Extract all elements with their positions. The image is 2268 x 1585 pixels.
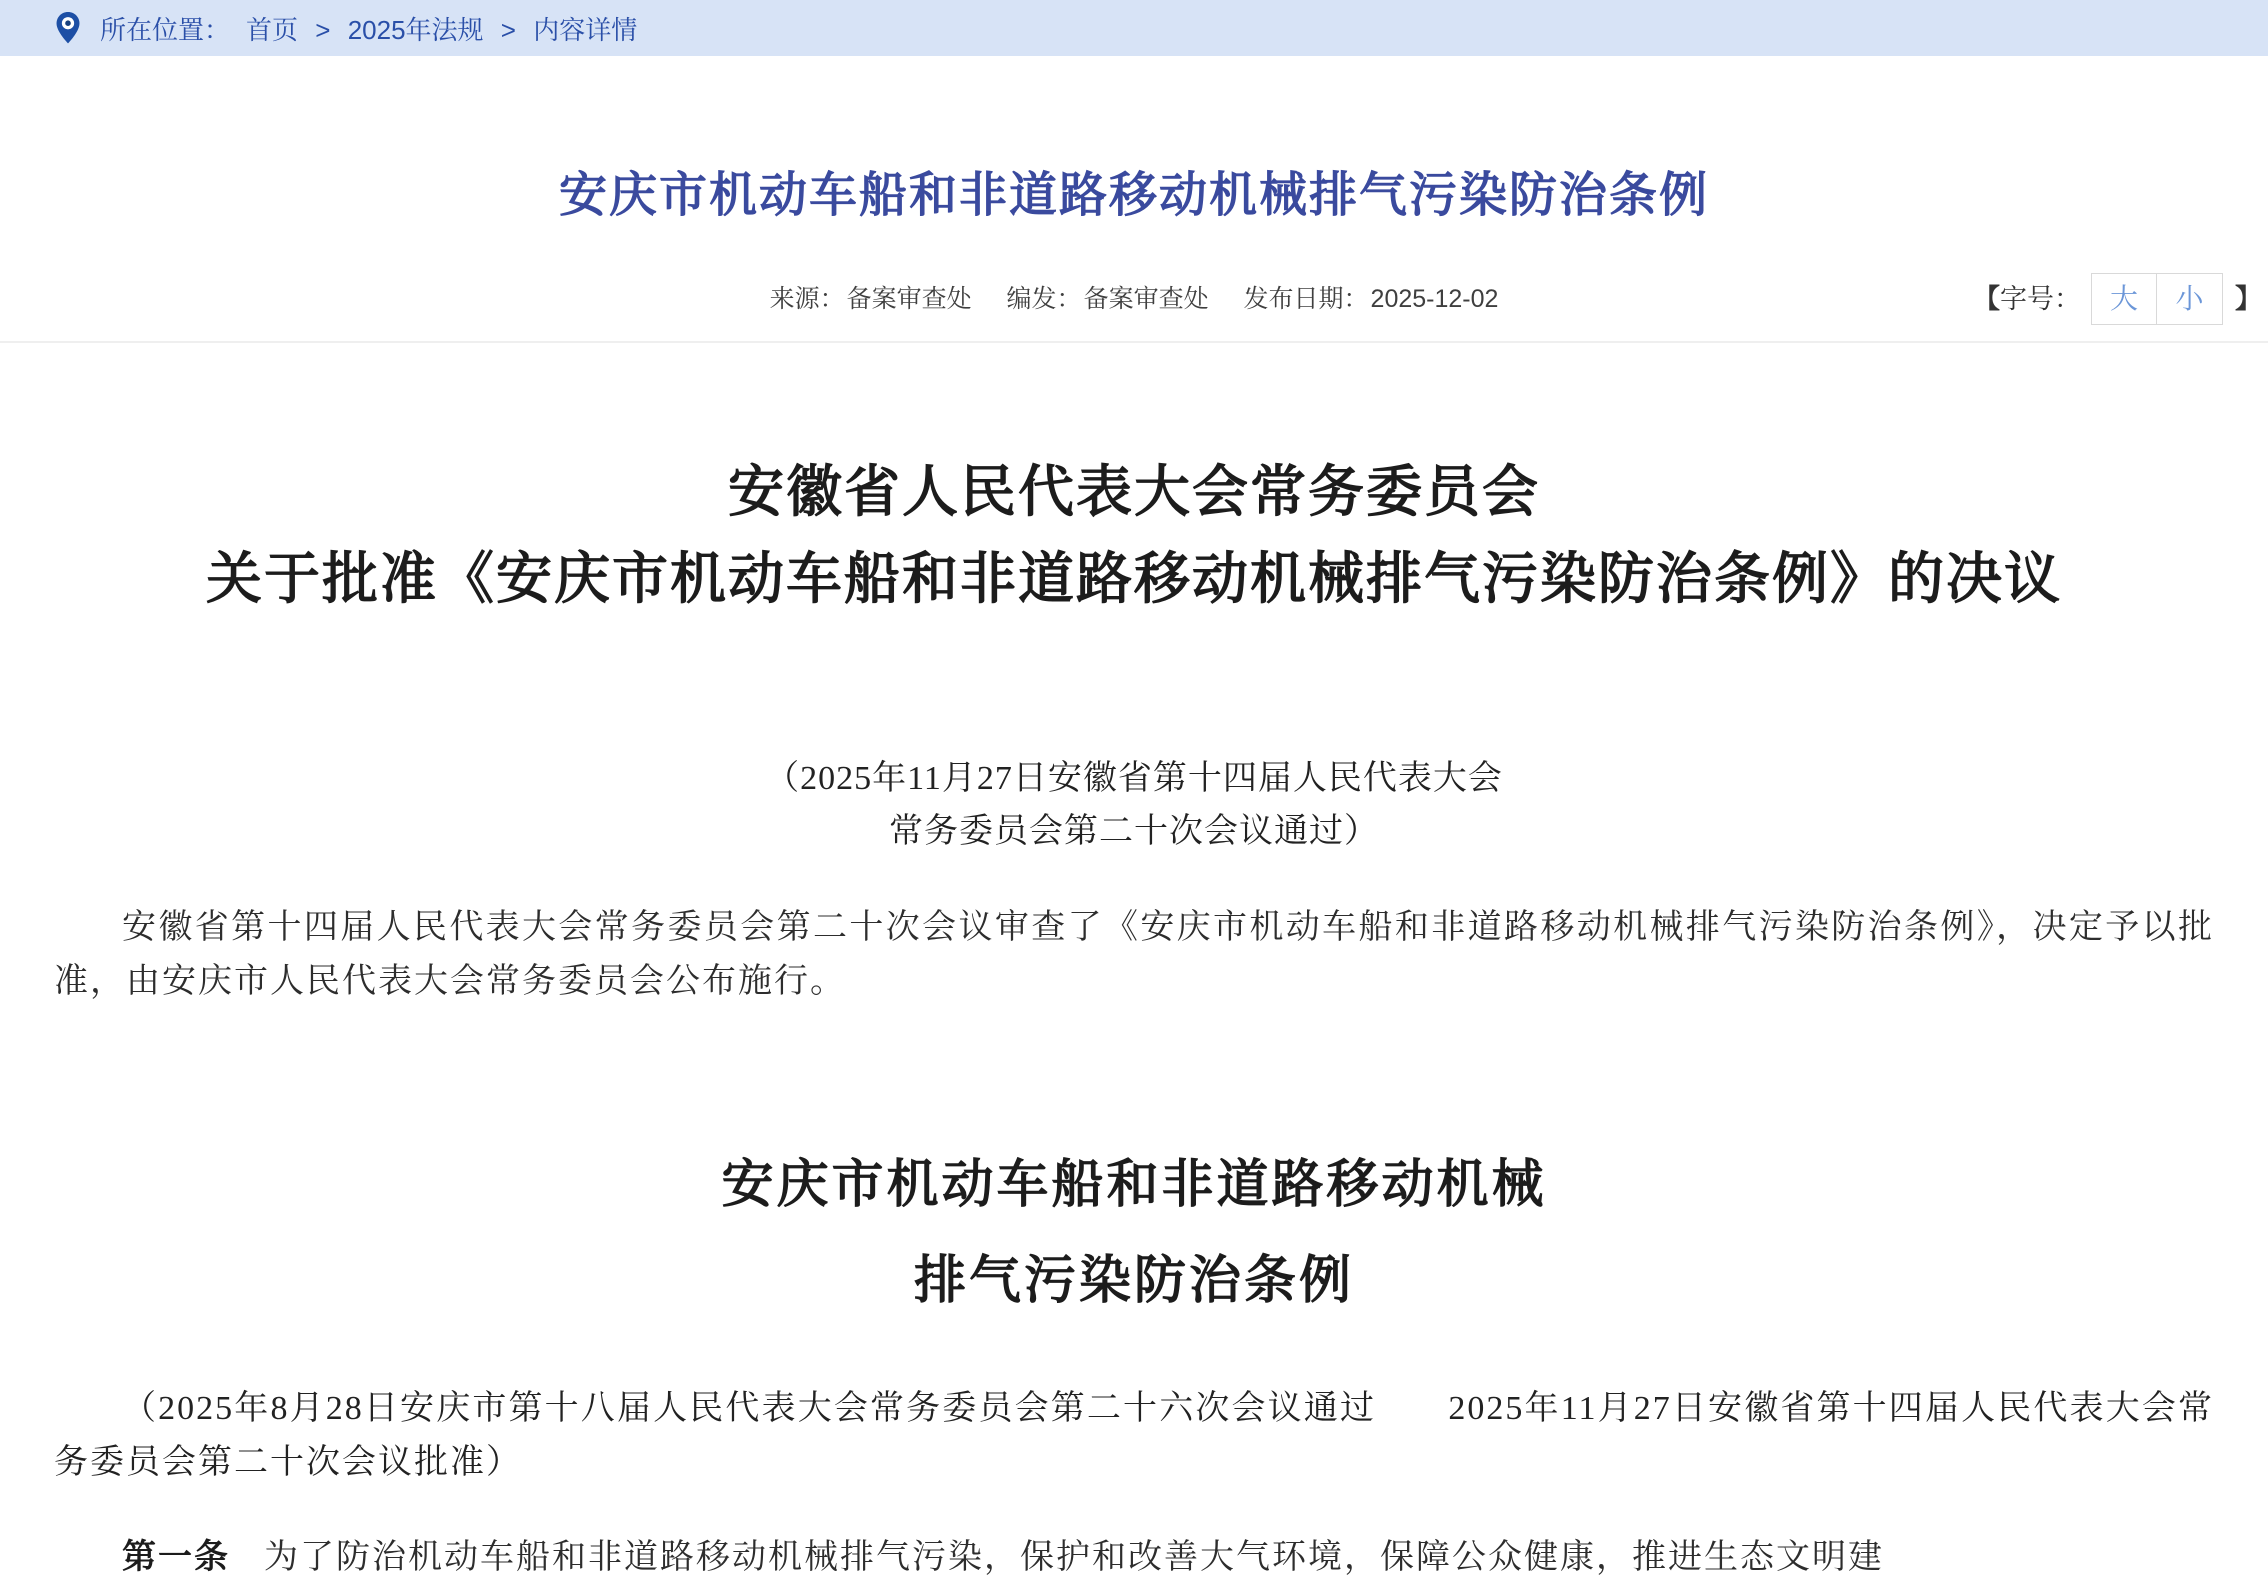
resolution-session-note: （2025年11月27日安徽省第十四届人民代表大会 常务委员会第二十次会议通过） bbox=[765, 760, 1503, 851]
breadcrumb-item-detail[interactable]: 内容详情 bbox=[533, 14, 638, 45]
font-size-bracket-open: 【 bbox=[1973, 284, 2000, 314]
meta-publish-date: 发布日期：2025-12-02 bbox=[1243, 285, 1499, 313]
meta-source: 来源：备案审查处 bbox=[769, 285, 972, 313]
breadcrumb bbox=[0, 0, 2268, 56]
resolution-heading bbox=[54, 453, 2214, 621]
regulation-article-1 bbox=[54, 1531, 2214, 1585]
regulation-heading bbox=[54, 1138, 2214, 1330]
regulation-heading-line2: 排气污染防治条例 bbox=[913, 1252, 1354, 1310]
breadcrumb-label: 所在位置： bbox=[100, 14, 231, 45]
font-size-label: 字号： bbox=[2000, 284, 2081, 314]
resolution-heading-line2: 关于批准《安庆市机动车船和非道路移动机械排气污染防治条例》的决议 bbox=[206, 549, 2062, 612]
breadcrumb-separator: > bbox=[500, 14, 516, 45]
meta-editor: 编发：备案审查处 bbox=[1006, 285, 1209, 313]
resolution-heading-line1: 安徽省人民代表大会常务委员会 bbox=[728, 462, 1540, 524]
breadcrumb-separator: > bbox=[315, 14, 331, 45]
location-pin-icon bbox=[52, 9, 84, 47]
regulation-heading-line1: 安庆市机动车船和非道路移动机械 bbox=[721, 1156, 1547, 1214]
font-size-control bbox=[1973, 271, 2262, 327]
article-1-text: 为了防治机动车船和非道路移动机械排气污染，保护和改善大气环境，保障公众健康，推进生态文明建 bbox=[264, 1538, 1884, 1576]
font-size-small-button[interactable]: 小 bbox=[2157, 273, 2223, 325]
breadcrumb-item-home[interactable]: 首页 bbox=[246, 14, 299, 45]
page-title: 安庆市机动车船和非道路移动机械排气污染防治条例 bbox=[558, 169, 1709, 222]
article-header bbox=[0, 156, 2268, 343]
regulation-session-note: （2025年8月28日安庆市第十八届人民代表大会常务委员会第二十六次会议通过 2025年11月27日安徽省第十四届人民代表大会常务委员会第二十次会议批准） bbox=[54, 1389, 2215, 1482]
header-divider bbox=[0, 341, 2268, 343]
resolution-body-paragraph: 安徽省第十四届人民代表大会常务委员会第二十次会议审查了《安庆市机动车船和非道路移动机械排气污染防治条例》，决定予以批准，由安庆市人民代表大会常务委员会公布施行。 bbox=[54, 908, 2214, 1001]
article-1-label: 第一条 bbox=[122, 1538, 230, 1576]
breadcrumb-item-2025-regulations[interactable]: 2025年法规 bbox=[347, 14, 484, 45]
font-size-bracket-close: 】 bbox=[2235, 284, 2262, 314]
meta-row bbox=[0, 271, 2268, 327]
font-size-large-button[interactable]: 大 bbox=[2091, 273, 2157, 325]
document-content bbox=[54, 453, 2214, 1585]
